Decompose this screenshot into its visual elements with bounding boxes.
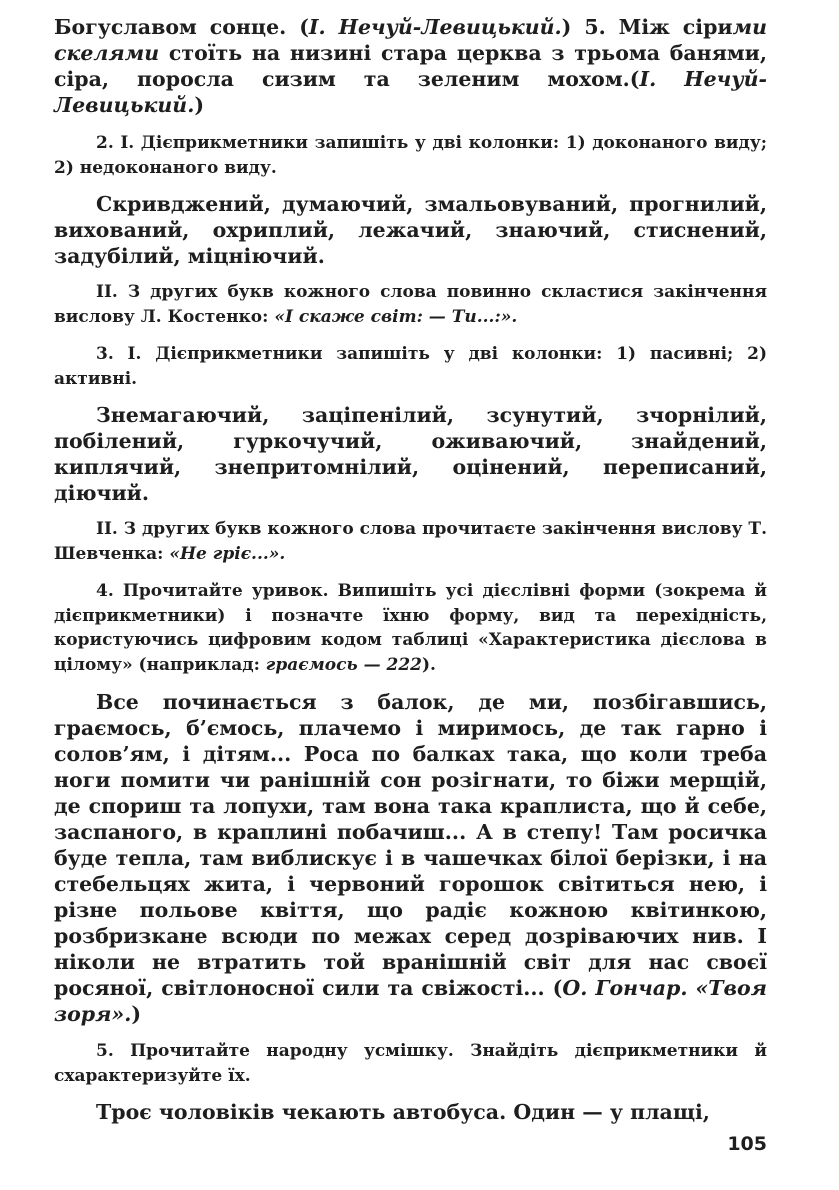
excerpt-italic-text: ми скелями: [54, 15, 768, 65]
author-attribution: І. Нечуй-Левицький.: [54, 67, 767, 117]
task-3-part-2-text: II. З других букв кожного слова прочитаєте закінчення вислову Т. Шевченка:: [54, 519, 767, 564]
continued-excerpt: [54, 14, 767, 118]
task-3-quote: «Не гріє...».: [169, 543, 286, 564]
task-3-part-2: [54, 517, 767, 566]
excerpt-text: Богуславом сонце. (: [54, 15, 309, 39]
task-4-passage: [54, 689, 767, 1027]
author-attribution: І. Нечуй-Левицький.: [308, 15, 562, 39]
task-5-text: Троє чоловіків чекають автобуса. Один — у плащі,: [96, 1100, 710, 1124]
excerpt-text: ): [194, 93, 205, 117]
task-5-instruction: 5. Прочитайте народну усмішку. Знайдіть дієприкметники й схарактеризуйте їх.: [54, 1041, 767, 1086]
task-3-word-list: Знемагаючий, заціпенілий, зсунутий, зчорнілий, побілений, гуркочучий, оживаючий, знайдений, киплячий, знепритомнілий, оцінений, переписаний, діючий.: [54, 403, 767, 505]
task-4-instruction-end: ).: [422, 654, 436, 675]
task-4-instruction: [54, 579, 767, 677]
task-4-passage-text: Все починається з балок, де ми, позбігавшись, граємось, б’ємось, плачемо і миримось, де так гарно і солов’ям, і дітям... Роса по балках така, що коли треба ноги помити чи ранішній сон розігнати, то біжи мерщій, де спориш та лопухи, там вона така краплиста, що й себе, заспаного, в краплині побачиш... А в степу! Там росичка буде тепла, там виблискує і в чашечках білої берізки, і на стебельцях жита, і червоний горошок світиться нею, і різне польове квіття, що радіє кожною квітинкою, розбризкане всюди по межах серед дозріваючих нив. І ніколи не втратить той вранішній світ для нас своєї росяної, світлоносної сили та свіжості... (: [54, 690, 767, 1000]
task-2-instruction: 2. І. Дієприкметники запишіть у дві колонки: 1) доконаного виду; 2) недоконаного виду.: [54, 133, 767, 178]
task-4-example: граємось — 222: [265, 654, 422, 675]
page-number: 105: [727, 1133, 767, 1155]
excerpt-text: ) 5. Між сіри: [561, 15, 733, 39]
task-2-part-2-text: II. З других букв кожного слова повинно скластися закінчення вислову Л. Костенко:: [54, 282, 767, 327]
author-attribution: О. Гончар. «Твоя зоря».: [54, 976, 767, 1026]
excerpt-text: стоїть на низині стара церква з трьома банями, сіра, поросла сизим та зеленим мохом.(: [54, 41, 767, 91]
task-3-instruction: 3. І. Дієприкметники запишіть у дві колонки: 1) пасивні; 2) активні.: [54, 344, 767, 389]
task-2-quote: «І скаже світ: — Ти...:».: [274, 306, 518, 327]
task-4-instruction-text: 4. Прочитайте уривок. Випишіть усі дієслівні форми (зокрема й дієприкметники) і позначте їхню форму, вид та перехідність, користуючись цифровим кодом таблиці «Характеристика дієслова в цілому» (наприклад:: [54, 581, 767, 675]
task-2-part-2: [54, 280, 767, 329]
task-4-passage-end: ): [131, 1002, 142, 1026]
task-2-word-list: Скривджений, думаючий, змальовуваний, прогнилий, вихований, охриплий, лежачий, знаючий, стиснений, задубілий, міцніючий.: [54, 192, 767, 268]
